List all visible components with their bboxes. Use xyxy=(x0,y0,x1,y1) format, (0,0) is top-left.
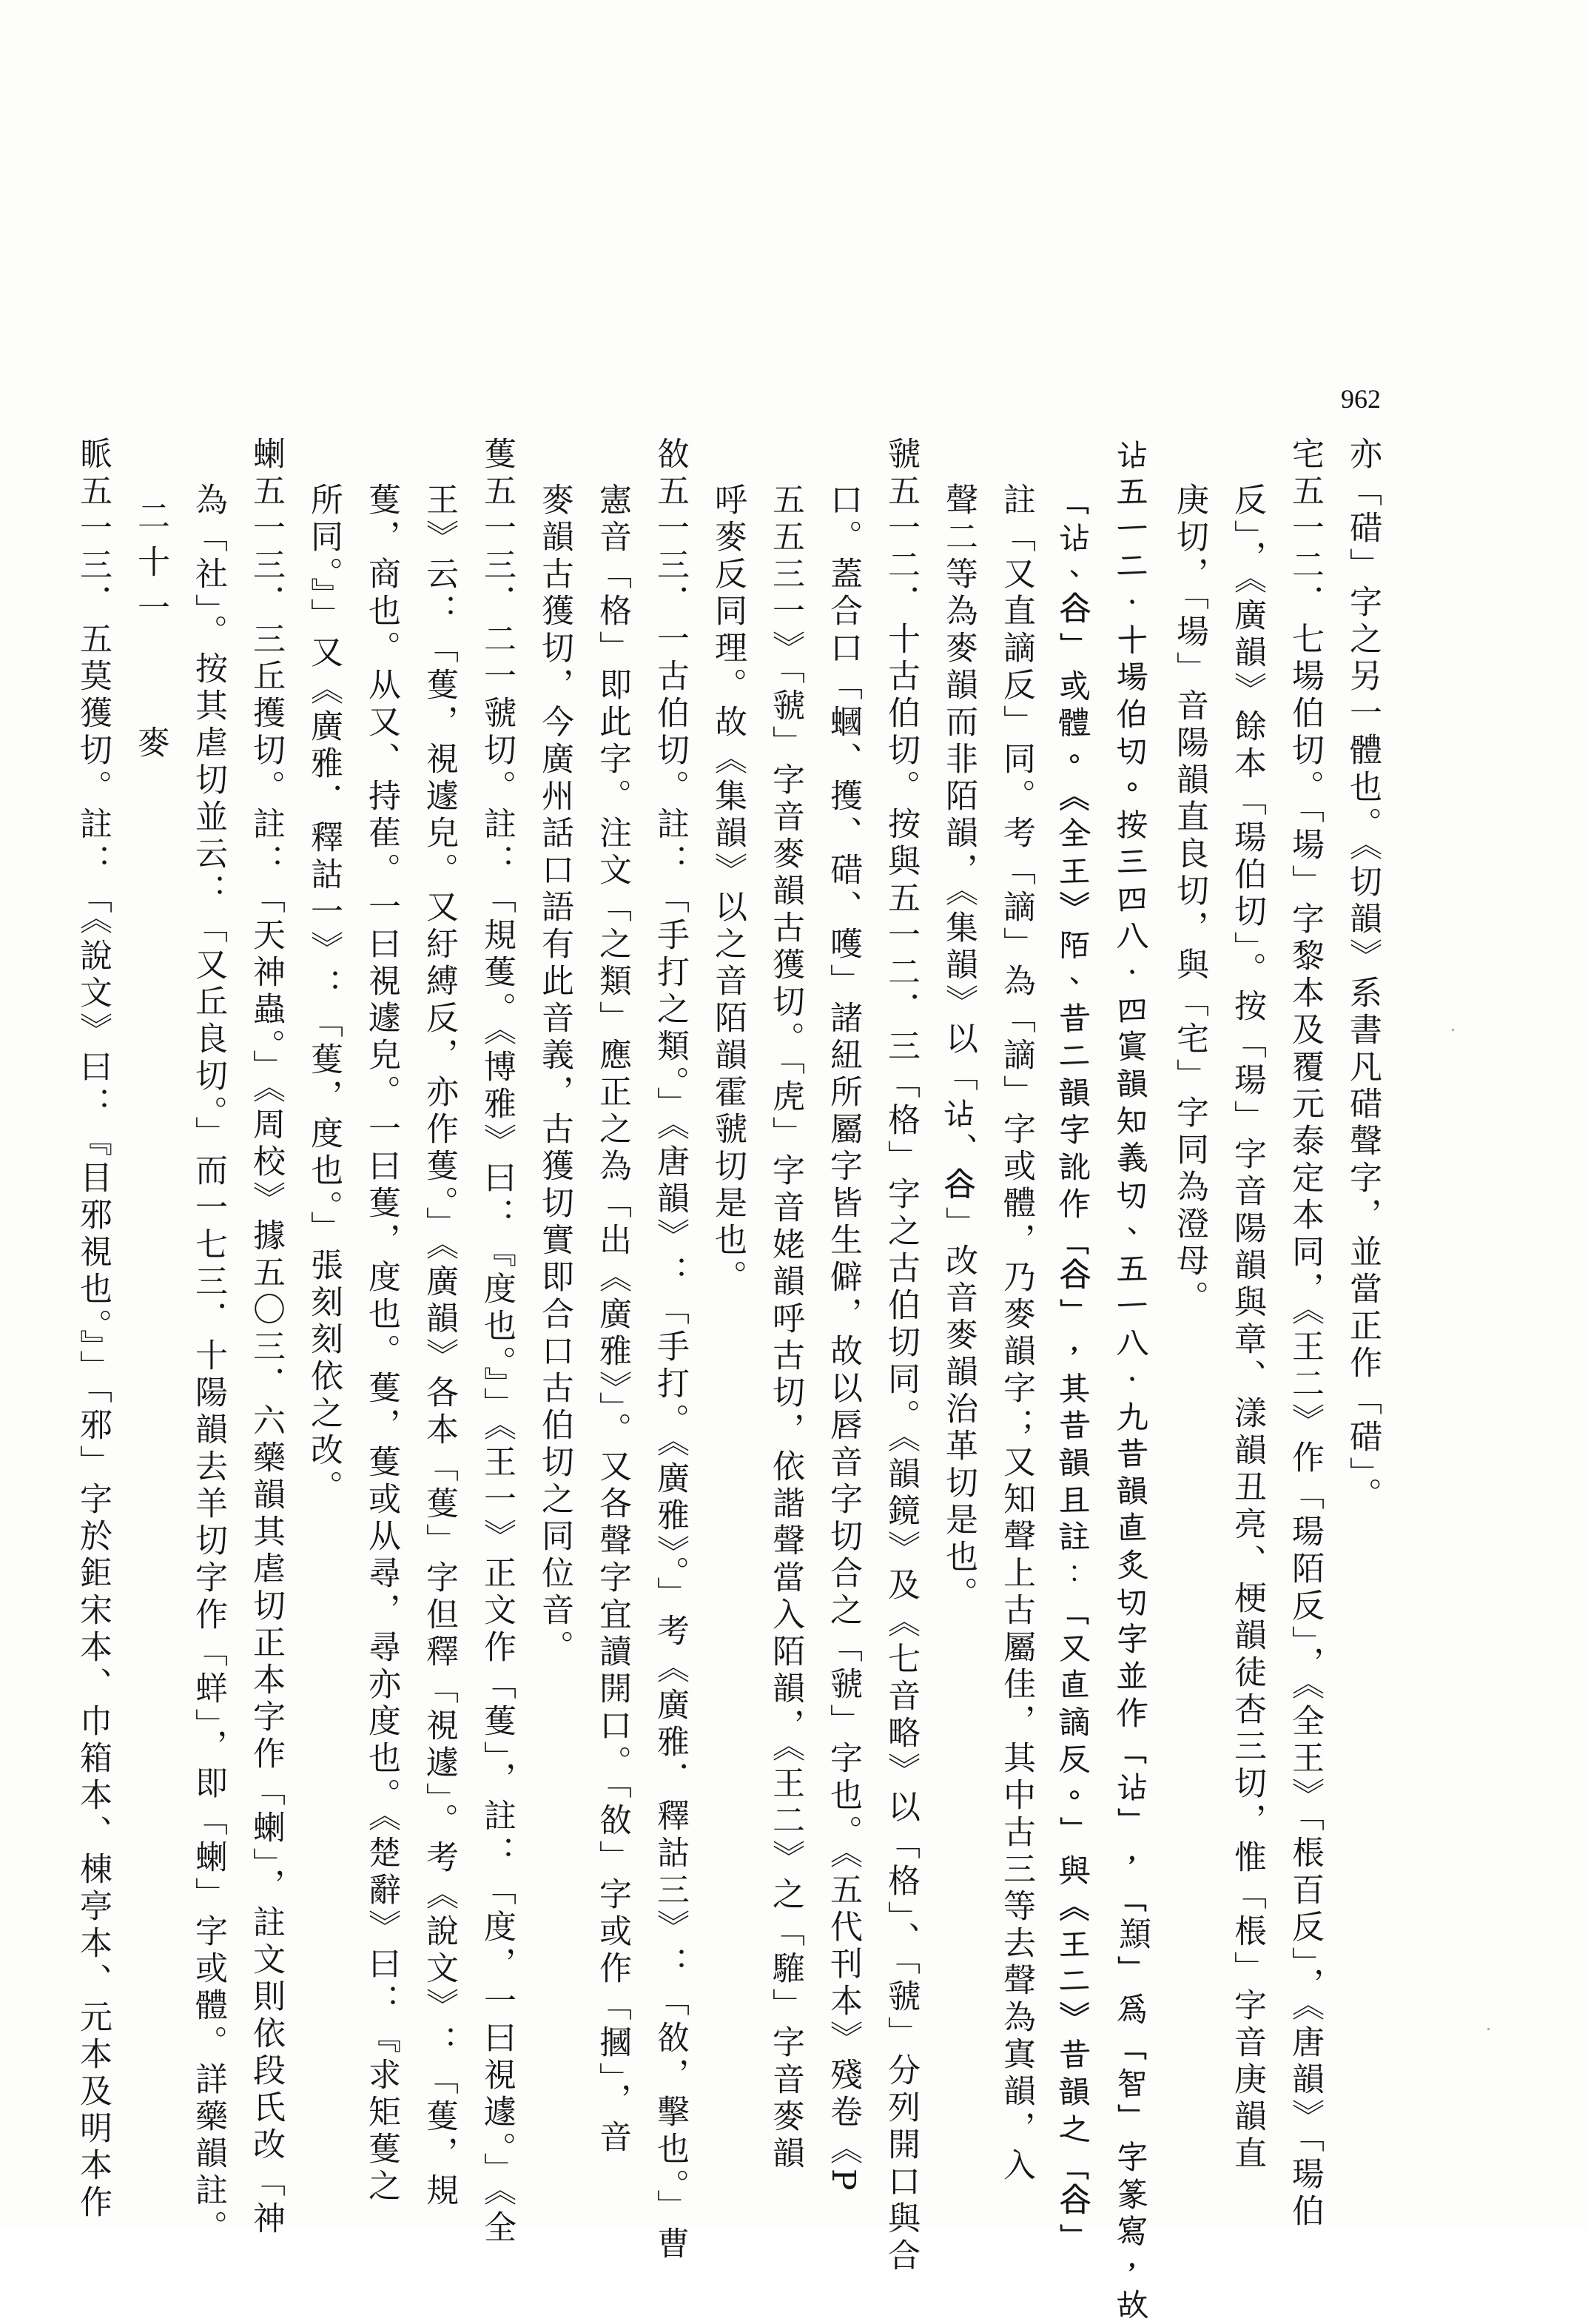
text-column: 所同。』」又《廣雅．釋詁一》：「蒦，度也。」張刻刻依之改。 xyxy=(305,483,343,1507)
text-column: 呼麥反同理。故《集韻》以之音陌韻霍虢切是也。 xyxy=(709,483,747,1297)
text-column: 憲音「格」即此字。注文「之類」應正之為「出《廣雅》」。又各聲字宜讀開口。「敋」字或作「摑」，音 xyxy=(593,483,631,2157)
speck xyxy=(1487,2028,1490,2030)
vertical-text-body xyxy=(74,437,1391,2324)
page-number: 962 xyxy=(1341,384,1381,414)
text-column: 王》云：「蒦，視遽皃。又紆縛反，亦作蒦。」《廣韻》各本「蒦」字但釋「視遽」。考《說文》：「蒦，規 xyxy=(420,483,458,2210)
text-column: 反」，《廣韻》餘本「瑒伯切」。按「瑒」字音陽韻與章、漾韻丑亮、梗韻徒杏三切，惟「棖」字音庚韻直 xyxy=(1228,483,1266,2173)
text-column: 「𧮪、𧮫」或體。《全王》陌、昔二韻字訛作「𧮫」，其昔韻且註：「又直謫反。」與《王二》昔韻之「𧮫」 xyxy=(1055,483,1093,2259)
text-column: 為「社」。按其虐切並云：「又丘良切。」而一七三．十陽韻去羊切字作「蛘」，即「蝲」字或體。詳藥韻註。 xyxy=(189,483,227,2247)
entry-column: 眽五一三．五莫獲切。註：「《說文》曰：『目邪視也。』」「邪」字於鉅宋本、巾箱本、棟亭本、元本及明本作 xyxy=(74,437,112,2222)
section-folio xyxy=(121,437,179,2109)
speck xyxy=(1452,1029,1454,1031)
text-column: 亦「碏」字之另一體也。《切韻》系書凡碏聲字，並當正作「碏」。 xyxy=(1344,437,1382,1514)
text-column: 庚切，「場」音陽韻直良切，與「宅」字同為澄母。 xyxy=(1171,483,1208,1317)
entry-column: 蒦五一三．二一虢切。註：「規蒦。《博雅》曰：『度也。』」《王一》正文作「蒦」，註：「度，一曰視遽。」《全 xyxy=(478,437,516,2247)
folio-label: 麥 xyxy=(132,725,169,771)
text-column: 五五三一》「虢」字音麥韻古獲切。「虎」字音姥韻呼古切，依諧聲當入陌韻，《王二》之「䮤」字音麥韻 xyxy=(767,483,804,2173)
folio-number: 二十一 xyxy=(132,499,169,637)
text-column: 註「又直謫反」同。考「謫」為「謫」字或體，乃麥韻字；又知聲上古屬佳，其中古三等去聲為寘韻，入 xyxy=(997,483,1035,2185)
text-column: 麥韻古獲切，今廣州話口語有此音義，古獲切實即合口古伯切之同位音。 xyxy=(536,483,573,1667)
entry-column: 虢五一二．十古伯切。按與五一二．三「格」字之古伯切同。《韻鏡》及《七音略》以「格」、「虢」分列開口與合 xyxy=(882,437,920,2275)
entry-column: 敋五一三．一古伯切。註：「手打之類。」《唐韻》：「手打。《廣雅》。」考《廣雅．釋詁三》：「敋，擊也。」曹 xyxy=(651,437,689,2263)
entry-column: 宅五一二．七場伯切。「場」字黎本及覆元泰定本同，《王二》作「瑒陌反」，《全王》「棖百反」，《唐韻》「瑒伯 xyxy=(1286,437,1324,2231)
entry-column: 蝲五一三．三丘擭切。註：「天神蟲。」《周校》據五〇三．六藥韻其虐切正本字作「蝲」，註文則依段氏改「神 xyxy=(247,437,285,2238)
text-column: 聲二等為麥韻而非陌韻，《集韻》以「𧮪、𧮫」改音麥韻治革切是也。 xyxy=(940,483,978,1613)
entry-column: 𧮪五一二．十場伯切。按三四八．四寘韻知義切、五一八．九昔韻直炙切字並作「𧮪」，「䫞」為「智」字篆寫，故 xyxy=(1113,437,1151,2324)
text-column: 口。蓋合口「蟈、擭、碏、嚄」諸紐所屬字皆生僻，故以唇音字切合之「虢」字也。《五代刊本》殘卷《P xyxy=(824,483,862,2195)
text-column: 蒦，商也。从又、持萑。一曰視遽皃。一曰蒦，度也。蒦，蒦或从尋，尋亦度也。《楚辭》曰：『求矩蒦之 xyxy=(363,483,400,2206)
